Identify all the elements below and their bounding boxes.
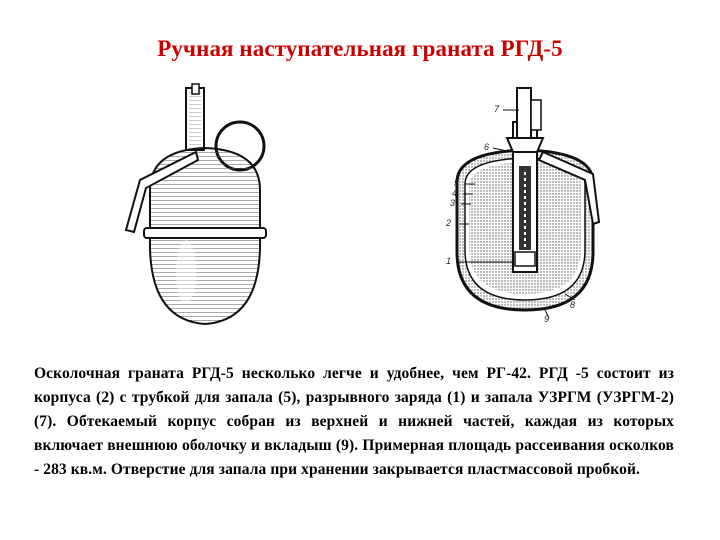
grenade-exterior-illustration [110,80,300,342]
callout-8: 8 [570,300,576,310]
description-paragraph: Осколочная граната РГД-5 несколько легче и удобнее, чем РГ-42. РГД -5 состоит из корпуса (2) с трубкой для запала (5), разрывного заряда (1) и запала УЗРГМ (УЗРГМ-2) (7). Обтекаемый корпус собран из верхней и нижней частей, каждая из которых включает внешнюю оболочку и вкладыш (9). Примерная площадь рассеивания осколков - 283 кв.м. Отверстие для запала при хранении закрывается пластмассовой пробкой. [34,365,674,478]
grenade-cross-section-illustration [435,82,615,328]
callout-4: 4 [452,188,458,198]
page-title: Ручная наступательная граната РГД-5 [157,36,563,61]
callout-5: 5 [454,178,460,188]
callout-9: 9 [544,314,550,324]
callout-3: 3 [450,198,456,208]
callout-7: 7 [494,104,500,114]
callout-6: 6 [484,142,490,152]
callout-2: 2 [446,218,452,228]
callout-1: 1 [446,256,452,266]
